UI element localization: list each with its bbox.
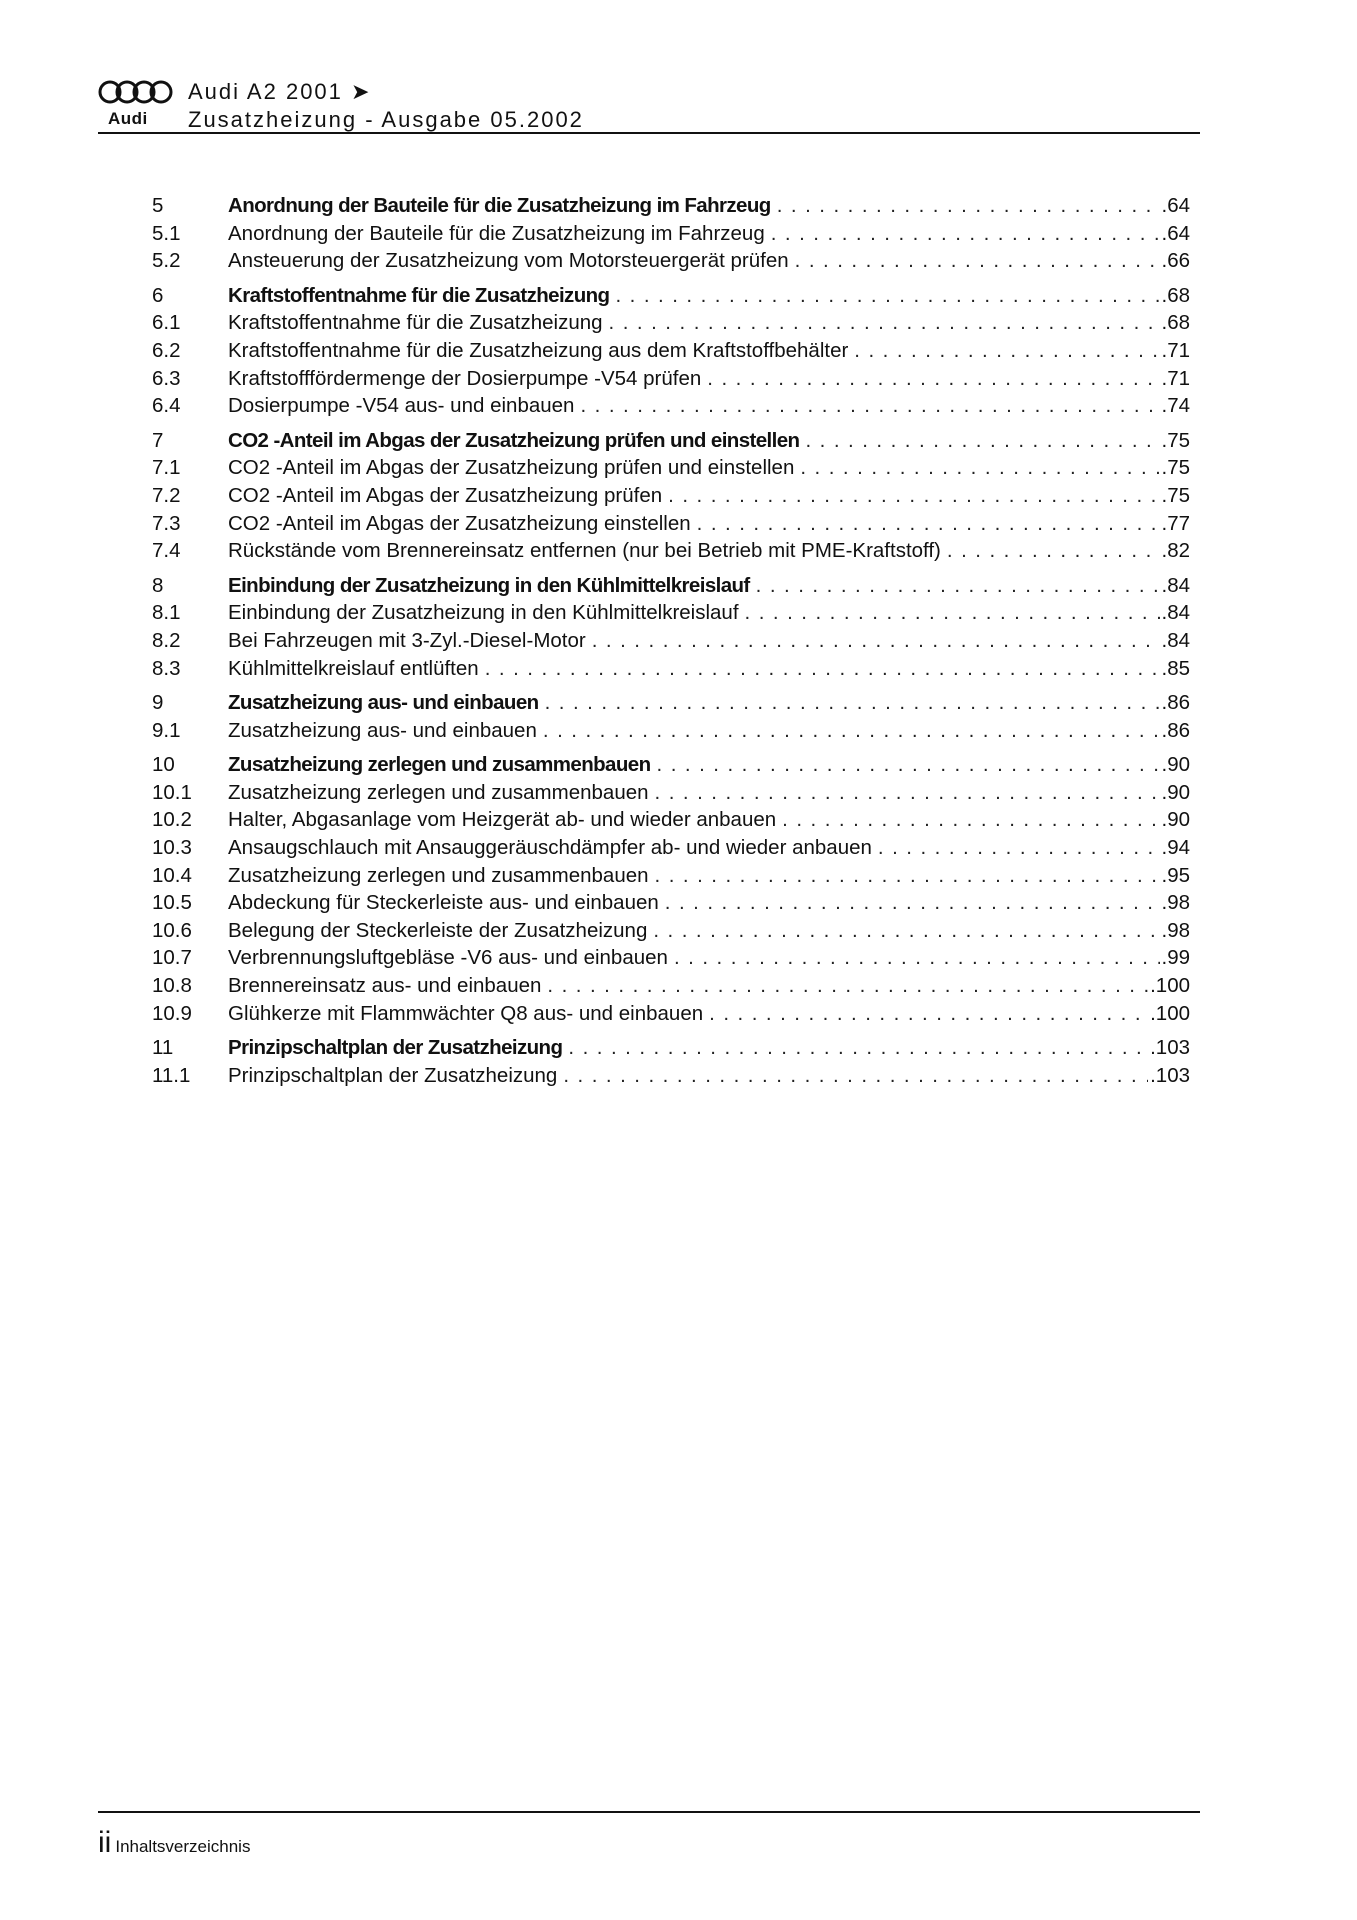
toc-title: Abdeckung für Steckerleiste aus- und einbauen [228, 891, 659, 915]
toc-title: CO2 -Anteil im Abgas der Zusatzheizung prüfen [228, 483, 663, 507]
toc-number: 6.1 [152, 311, 181, 335]
toc-page-number: .75 [1161, 428, 1190, 452]
toc-dot-leader [655, 779, 1160, 807]
toc-chapter-entry[interactable] [152, 572, 1190, 600]
toc-number: 9.1 [152, 718, 181, 742]
toc-section-entry[interactable] [152, 1062, 1190, 1090]
toc-chapter-entry[interactable] [152, 282, 1190, 310]
toc-dot-leader [568, 1034, 1148, 1062]
toc-page-number: .98 [1161, 918, 1190, 942]
toc-title: Zusatzheizung zerlegen und zusammenbauen [228, 863, 649, 887]
toc-section-entry[interactable] [152, 917, 1190, 945]
toc-page-number: .98 [1161, 891, 1190, 915]
toc-section-entry[interactable] [152, 537, 1190, 565]
toc-dot-leader [795, 247, 1160, 275]
toc-title: Halter, Abgasanlage vom Heizgerät ab- und wieder anbauen [228, 808, 777, 832]
toc-chapter-entry[interactable] [152, 751, 1190, 779]
toc-page-number: .71 [1161, 366, 1190, 390]
toc-title: Prinzipschaltplan der Zusatzheizung [228, 1063, 558, 1087]
toc-number: 11 [152, 1036, 174, 1060]
toc-number: 5.1 [152, 221, 181, 245]
toc-title: Dosierpumpe -V54 aus- und einbauen [228, 394, 575, 418]
toc-title: Brennereinsatz aus- und einbauen [228, 974, 542, 998]
toc-page-number: .68 [1161, 283, 1190, 307]
toc-page-number: .90 [1161, 808, 1190, 832]
toc-title: Glühkerze mit Flammwächter Q8 aus- und einbauen [228, 1001, 704, 1025]
toc-number: 10.7 [152, 946, 192, 970]
toc-title: CO2 -Anteil im Abgas der Zusatzheizung einstellen [228, 511, 691, 535]
toc-chapter-entry[interactable] [152, 1034, 1190, 1062]
toc-dot-leader [777, 192, 1160, 220]
toc-dot-leader [947, 537, 1160, 565]
page-header [98, 78, 1200, 134]
toc-number: 5.2 [152, 249, 181, 273]
toc-chapter-entry[interactable] [152, 192, 1190, 220]
toc-dot-leader [580, 392, 1159, 420]
toc-number: 8 [152, 573, 164, 597]
toc-title: Kraftstoffentnahme für die Zusatzheizung aus dem Kraftstoffbehälter [228, 338, 849, 362]
toc-section-entry[interactable] [152, 779, 1190, 807]
toc-dot-leader [547, 972, 1148, 1000]
toc-number: 10.1 [152, 780, 192, 804]
toc-section-entry[interactable] [152, 309, 1190, 337]
footer-section-label: Inhaltsverzeichnis [115, 1837, 251, 1856]
toc-page-number: .100 [1150, 974, 1190, 998]
toc-group [152, 192, 1190, 275]
toc-number: 10.4 [152, 863, 192, 887]
toc-dot-leader [655, 862, 1160, 890]
toc-title: Kraftstofffördermenge der Dosierpumpe -V54 prüfen [228, 366, 702, 390]
toc-title: Zusatzheizung zerlegen und zusammenbauen [228, 753, 651, 777]
toc-number: 6.3 [152, 366, 181, 390]
toc-dot-leader [665, 889, 1160, 917]
toc-number: 6 [152, 283, 164, 307]
toc-page-number: .86 [1161, 718, 1190, 742]
toc-dot-leader [563, 1062, 1148, 1090]
toc-title: Kraftstoffentnahme für die Zusatzheizung [228, 283, 610, 307]
toc-number: 10.5 [152, 891, 192, 915]
toc-group [152, 1034, 1190, 1089]
toc-number: 5 [152, 194, 164, 217]
toc-section-entry[interactable] [152, 717, 1190, 745]
toc-section-entry[interactable] [152, 365, 1190, 393]
toc-dot-leader [805, 427, 1159, 455]
toc-page-number: .64 [1161, 221, 1190, 245]
toc-number: 10 [152, 753, 175, 777]
toc-number: 7 [152, 428, 164, 452]
toc-number: 7.2 [152, 483, 181, 507]
toc-title: Belegung der Steckerleiste der Zusatzheizung [228, 918, 648, 942]
toc-page-number: .71 [1161, 338, 1190, 362]
toc-group [152, 282, 1190, 420]
toc-page-number: .82 [1161, 539, 1190, 563]
toc-number: 10.8 [152, 974, 192, 998]
toc-number: 7.4 [152, 539, 181, 563]
header-model: Audi A2 2001 ➤ [188, 79, 372, 104]
toc-page-number: .84 [1161, 628, 1190, 652]
toc-number: 8.1 [152, 601, 181, 625]
toc-dot-leader [745, 599, 1160, 627]
toc-number: 10.2 [152, 808, 192, 832]
toc-number: 11.1 [152, 1063, 191, 1087]
toc-section-entry[interactable] [152, 944, 1190, 972]
toc-section-entry[interactable] [152, 392, 1190, 420]
toc-dot-leader [756, 572, 1160, 600]
toc-page-number: .103 [1150, 1036, 1190, 1060]
toc-number: 10.9 [152, 1001, 192, 1025]
toc-dot-leader [592, 627, 1160, 655]
toc-page-number: .103 [1150, 1063, 1190, 1087]
table-of-contents [152, 192, 1190, 1096]
toc-page-number: .90 [1161, 780, 1190, 804]
toc-section-entry[interactable] [152, 482, 1190, 510]
toc-group [152, 689, 1190, 744]
toc-group [152, 751, 1190, 1027]
toc-page-number: .85 [1161, 656, 1190, 680]
header-divider [98, 132, 1200, 134]
toc-dot-leader [697, 510, 1160, 538]
audi-logo [98, 78, 176, 126]
toc-section-entry[interactable] [152, 599, 1190, 627]
toc-title: CO2 -Anteil im Abgas der Zusatzheizung prüfen und einstellen [228, 456, 795, 480]
page-number: ii [98, 1826, 112, 1859]
toc-section-entry[interactable] [152, 862, 1190, 890]
toc-title: Einbindung der Zusatzheizung in den Kühlmittelkreislauf [228, 573, 750, 597]
toc-dot-leader [878, 834, 1160, 862]
toc-title: Ansaugschlauch mit Ansauggeräuschdämpfer ab- und wieder anbauen [228, 836, 872, 860]
toc-page-number: .100 [1150, 1001, 1190, 1025]
toc-page-number: .68 [1161, 311, 1190, 335]
toc-dot-leader [854, 337, 1159, 365]
toc-number: 6.2 [152, 338, 181, 362]
toc-title: Rückstände vom Brennereinsatz entfernen (nur bei Betrieb mit PME-Kraftstoff) [228, 539, 941, 563]
toc-page-number: .86 [1161, 691, 1190, 715]
toc-title: Bei Fahrzeugen mit 3-Zyl.-Diesel-Motor [228, 628, 586, 652]
toc-section-entry[interactable] [152, 454, 1190, 482]
audi-rings-icon [98, 80, 174, 104]
toc-page-number: .84 [1161, 573, 1190, 597]
toc-section-entry[interactable] [152, 972, 1190, 1000]
toc-dot-leader [485, 655, 1160, 683]
toc-page-number: .66 [1161, 249, 1190, 273]
toc-page-number: .77 [1161, 511, 1190, 535]
toc-dot-leader [771, 220, 1160, 248]
footer-divider [98, 1811, 1200, 1813]
toc-title: Anordnung der Bauteile für die Zusatzheizung im Fahrzeug [228, 221, 765, 245]
toc-page-number: .84 [1161, 601, 1190, 625]
toc-dot-leader [657, 751, 1160, 779]
toc-title: Anordnung der Bauteile für die Zusatzheizung im Fahrzeug [228, 194, 771, 217]
toc-page-number: .95 [1161, 863, 1190, 887]
toc-section-entry[interactable] [152, 834, 1190, 862]
toc-page-number: .75 [1161, 456, 1190, 480]
toc-dot-leader [800, 454, 1159, 482]
toc-dot-leader [709, 1000, 1148, 1028]
toc-section-entry[interactable] [152, 510, 1190, 538]
toc-section-entry[interactable] [152, 627, 1190, 655]
toc-chapter-entry[interactable] [152, 427, 1190, 455]
toc-number: 9 [152, 691, 164, 715]
toc-dot-leader [707, 365, 1159, 393]
toc-title: Kühlmittelkreislauf entlüften [228, 656, 479, 680]
toc-chapter-entry[interactable] [152, 689, 1190, 717]
toc-group [152, 427, 1190, 565]
toc-dot-leader [668, 482, 1159, 510]
toc-section-entry[interactable] [152, 806, 1190, 834]
audi-brand-text: Audi [108, 109, 148, 128]
toc-dot-leader [545, 689, 1160, 717]
toc-title: Einbindung der Zusatzheizung in den Kühlmittelkreislauf [228, 601, 739, 625]
toc-page-number: .75 [1161, 483, 1190, 507]
toc-dot-leader [609, 309, 1160, 337]
toc-page-number: .64 [1161, 194, 1190, 217]
toc-section-entry[interactable] [152, 247, 1190, 275]
toc-number: 6.4 [152, 394, 181, 418]
toc-title: Zusatzheizung aus- und einbauen [228, 718, 537, 742]
toc-title: CO2 -Anteil im Abgas der Zusatzheizung prüfen und einstellen [228, 428, 800, 452]
toc-title: Prinzipschaltplan der Zusatzheizung [228, 1036, 563, 1060]
toc-number: 10.3 [152, 836, 192, 860]
toc-title: Kraftstoffentnahme für die Zusatzheizung [228, 311, 603, 335]
toc-group [152, 572, 1190, 682]
toc-page-number: .90 [1161, 753, 1190, 777]
toc-section-entry[interactable] [152, 889, 1190, 917]
toc-dot-leader [653, 917, 1159, 945]
toc-title: Verbrennungsluftgebläse -V6 aus- und einbauen [228, 946, 668, 970]
toc-title: Ansteuerung der Zusatzheizung vom Motorsteuergerät prüfen [228, 249, 789, 273]
toc-dot-leader [782, 806, 1159, 834]
toc-section-entry[interactable] [152, 337, 1190, 365]
toc-page-number: .94 [1161, 836, 1190, 860]
toc-section-entry[interactable] [152, 220, 1190, 248]
toc-number: 8.2 [152, 628, 181, 652]
page-footer [98, 1826, 250, 1860]
toc-page-number: .99 [1161, 946, 1190, 970]
toc-section-entry[interactable] [152, 655, 1190, 683]
toc-dot-leader [543, 717, 1160, 745]
toc-number: 8.3 [152, 656, 181, 680]
toc-number: 10.6 [152, 918, 192, 942]
toc-dot-leader [615, 282, 1159, 310]
toc-title: Zusatzheizung zerlegen und zusammenbauen [228, 780, 649, 804]
toc-section-entry[interactable] [152, 1000, 1190, 1028]
toc-page-number: .74 [1161, 394, 1190, 418]
toc-number: 7.3 [152, 511, 181, 535]
toc-number: 7.1 [152, 456, 181, 480]
toc-title: Zusatzheizung aus- und einbauen [228, 691, 539, 715]
toc-dot-leader [674, 944, 1160, 972]
header-title: Zusatzheizung - Ausgabe 05.2002 [188, 107, 584, 132]
